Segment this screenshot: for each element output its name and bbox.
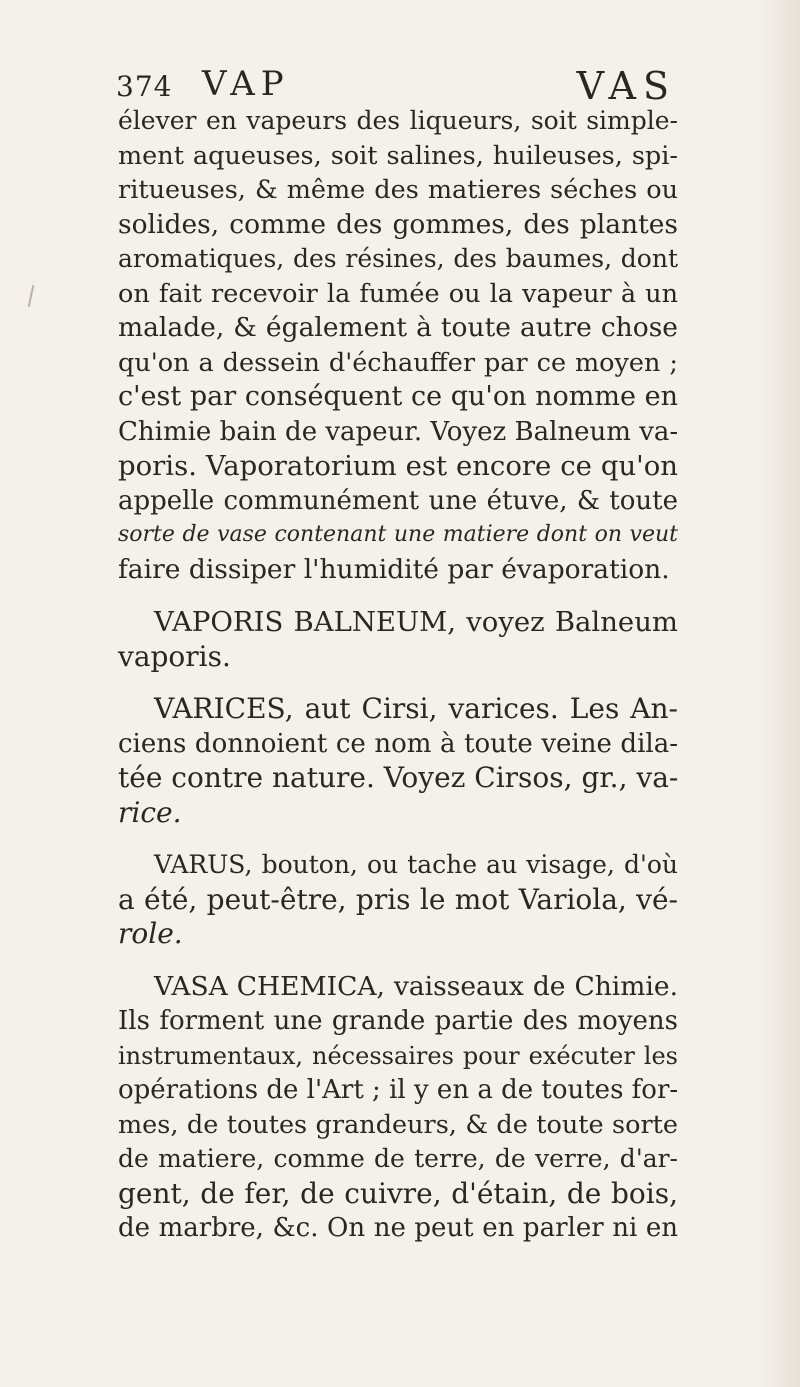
running-head-right: VAS [576,64,676,108]
entry-line: VASA CHEMICA, vaisseaux de Chimie. [154,970,678,1002]
entry-line: VARICES, aut Cirsi, varices. Les An- [154,692,678,725]
body-text [118,104,678,1246]
running-head [116,64,676,108]
text-line: élever en vapeurs des liqueurs, soit simple- [118,106,678,135]
text-line: solides, comme des gommes, des plantes [118,208,678,240]
text-line: sorte de vase contenant une matiere dont on veut [118,522,678,547]
entry-vasa-chemica [118,970,678,1246]
text-line: on fait recevoir la fumée ou la vapeur à un [118,278,678,309]
entry-line: Ils forment une grande partie des moyens [118,1006,678,1036]
continuation-paragraph [118,104,678,587]
entry-line: vaporis. [118,639,231,673]
margin-mark [28,285,35,307]
entry-line: de marbre, &c. On ne peut en parler ni en [118,1213,678,1243]
entry-line: VAPORIS BALNEUM, voyez Balneum [154,606,678,638]
entry-line: instrumentaux, nécessaires pour exécuter les [118,1041,678,1070]
entry-line: a été, peut-être, pris le mot Variola, vé- [118,882,678,916]
text-line: poris. Vaporatorium est encore ce qu'on [118,450,678,482]
text-line: aromatiques, des résines, des baumes, dont [118,244,678,273]
entry-line: gent, de fer, de cuivre, d'étain, de bois, [118,1176,678,1210]
entry-line: role. [118,917,183,950]
entry-line: rice. [118,795,182,829]
text-line: faire dissiper l'humidité par évaporation. [118,553,670,585]
entry-varus [118,848,678,952]
text-line: malade, & également à toute autre chose [118,312,678,343]
text-line: appelle communément une étuve, & toute [118,485,678,516]
entry-line: tée contre nature. Voyez Cirsos, gr., va- [118,761,679,794]
entry-line: mes, de toutes grandeurs, & de toute sorte [118,1109,678,1140]
entry-line: ciens donnoient ce nom à toute veine dila- [118,728,678,759]
page-number: 374 [116,70,173,103]
entry-line: de matiere, comme de terre, de verre, d'ar- [118,1144,678,1173]
entry-vaporis-balneum [118,605,678,674]
text-line: qu'on a dessein d'échauffer par ce moyen ; [118,347,678,378]
text-line: Chimie bain de vapeur. Voyez Balneum va- [118,416,679,447]
page-edge-shadow [760,0,800,1387]
entry-line: VARUS, bouton, ou tache au visage, d'où [154,850,678,879]
text-line: ritueuses, & même des matieres séches ou [118,175,678,205]
text-line: ment aqueuses, soit salines, huileuses, spi- [118,140,678,171]
entry-varices [118,692,678,830]
entry-line: opérations de l'Art ; il y en a de toutes for- [118,1075,679,1105]
text-line: c'est par conséquent ce qu'on nomme en [118,381,678,412]
running-head-left: VAP [202,64,290,104]
